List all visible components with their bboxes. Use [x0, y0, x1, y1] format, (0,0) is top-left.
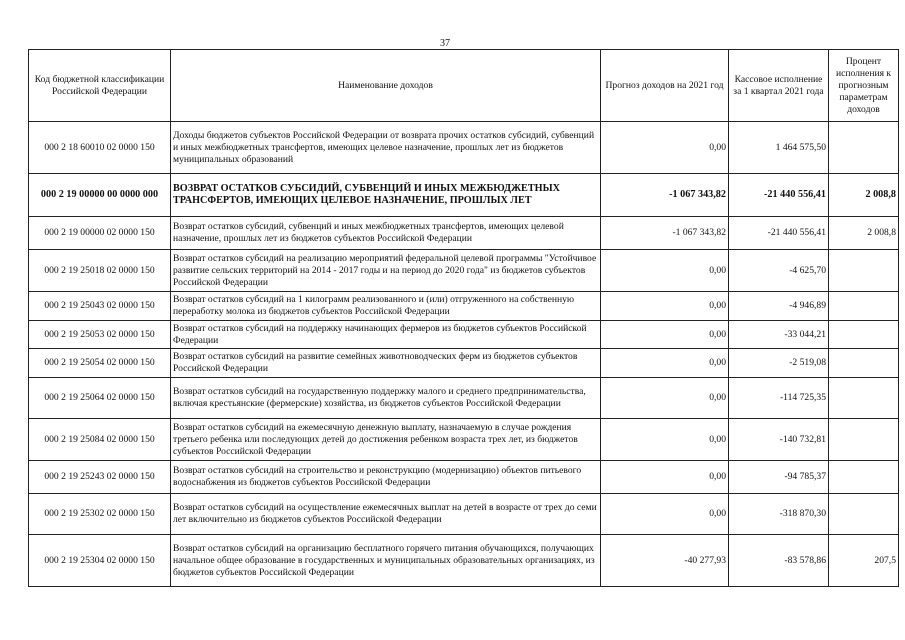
- row-name: Возврат остатков субсидий на реализацию мероприятий федеральной целевой программы "Устойчивое развитие сельских территорий на 2014 - 2017 годы и на период до 2020 года" из бюджетов субъектов Российской Федерации: [171, 250, 601, 292]
- row-name: Доходы бюджетов субъектов Российской Федерации от возврата прочих остатков субсидий, субвенций и иных межбюджетных трансфертов, имеющих целевое назначение, прошлых лет из бюджетов муниципальных образований: [171, 122, 601, 174]
- row-percent: [829, 321, 899, 349]
- row-forecast: 0,00: [601, 461, 729, 494]
- row-code: 000 2 19 25304 02 0000 150: [29, 535, 171, 587]
- row-percent: [829, 349, 899, 378]
- row-code: 000 2 19 25043 02 0000 150: [29, 292, 171, 321]
- row-name: Возврат остатков субсидий, субвенций и иных межбюджетных трансфертов, имеющих целевой назначение, прошлых лет из бюджетов субъектов Российской Федерации: [171, 217, 601, 250]
- row-name: Возврат остатков субсидий на осуществление ежемесячных выплат на детей в возрасте от трех до семи лет включительно из бюджетов субъектов Российской Федерации: [171, 494, 601, 535]
- table-row: [29, 419, 899, 461]
- row-forecast: -1 067 343,82: [601, 217, 729, 250]
- table-row: [29, 535, 899, 587]
- row-execution: -83 578,86: [729, 535, 829, 587]
- row-execution: -33 044,21: [729, 321, 829, 349]
- row-execution: -318 870,30: [729, 494, 829, 535]
- header-name: Наименование доходов: [171, 50, 601, 122]
- table-row: [29, 292, 899, 321]
- row-forecast: -40 277,93: [601, 535, 729, 587]
- row-percent: 2 008,8: [829, 174, 899, 217]
- table-row: [29, 122, 899, 174]
- table-row: [29, 217, 899, 250]
- row-forecast: 0,00: [601, 122, 729, 174]
- row-percent: [829, 378, 899, 419]
- header-forecast: Прогноз доходов на 2021 год: [601, 50, 729, 122]
- table-row: [29, 378, 899, 419]
- row-execution: 1 464 575,50: [729, 122, 829, 174]
- row-name: Возврат остатков субсидий на организацию бесплатного горячего питания обучающихся, получающих начальное общее образование в государственных и муниципальных образовательных организациях, из бюджетов субъектов Российской Федерации: [171, 535, 601, 587]
- row-name: Возврат остатков субсидий на строительство и реконструкцию (модернизацию) объектов питьевого водоснабжения из бюджетов субъектов Российской Федерации: [171, 461, 601, 494]
- row-name: Возврат остатков субсидий на государственную поддержку малого и среднего предпринимательства, включая крестьянские (фермерские) хозяйства, из бюджетов субъектов Российской Федерации: [171, 378, 601, 419]
- row-forecast: 0,00: [601, 378, 729, 419]
- revenue-table: [28, 49, 899, 587]
- row-code: 000 2 19 25018 02 0000 150: [29, 250, 171, 292]
- row-execution: -4 946,89: [729, 292, 829, 321]
- row-execution: -94 785,37: [729, 461, 829, 494]
- row-percent: [829, 419, 899, 461]
- row-name: ВОЗВРАТ ОСТАТКОВ СУБСИДИЙ, СУБВЕНЦИЙ И ИНЫХ МЕЖБЮДЖЕТНЫХ ТРАНСФЕРТОВ, ИМЕЮЩИХ ЦЕЛЕВОЕ НАЗНАЧЕНИЕ, ПРОШЛЫХ ЛЕТ: [171, 174, 601, 217]
- table-row: [29, 321, 899, 349]
- row-forecast: 0,00: [601, 419, 729, 461]
- table-row: [29, 250, 899, 292]
- row-percent: 2 008,8: [829, 217, 899, 250]
- table-row: [29, 349, 899, 378]
- row-forecast: 0,00: [601, 321, 729, 349]
- row-code: 000 2 18 60010 02 0000 150: [29, 122, 171, 174]
- header-execution: Кассовое исполнение за 1 квартал 2021 года: [729, 50, 829, 122]
- row-code: 000 2 19 25054 02 0000 150: [29, 349, 171, 378]
- row-code: 000 2 19 00000 02 0000 150: [29, 217, 171, 250]
- page-number: 37: [440, 38, 450, 49]
- row-forecast: 0,00: [601, 349, 729, 378]
- row-code: 000 2 19 25064 02 0000 150: [29, 378, 171, 419]
- table-row: [29, 174, 899, 217]
- table-row: [29, 494, 899, 535]
- row-name: Возврат остатков субсидий на 1 килограмм реализованного и (или) отгруженного на собственную переработку молока из бюджетов субъектов Российской Федерации: [171, 292, 601, 321]
- row-percent: [829, 494, 899, 535]
- row-name: Возврат остатков субсидий на поддержку начинающих фермеров из бюджетов субъектов Российской Федерации: [171, 321, 601, 349]
- row-execution: -140 732,81: [729, 419, 829, 461]
- row-code: 000 2 19 00000 00 0000 000: [29, 174, 171, 217]
- header-code: Код бюджетной классификации Российской Федерации: [29, 50, 171, 122]
- row-forecast: 0,00: [601, 292, 729, 321]
- row-execution: -21 440 556,41: [729, 174, 829, 217]
- row-execution: -114 725,35: [729, 378, 829, 419]
- header-row: [29, 50, 899, 122]
- row-execution: -21 440 556,41: [729, 217, 829, 250]
- row-percent: [829, 250, 899, 292]
- header-percent: Процент исполнения к прогнозным параметрам доходов: [829, 50, 899, 122]
- table-body: [29, 122, 899, 587]
- row-execution: -2 519,08: [729, 349, 829, 378]
- row-forecast: 0,00: [601, 494, 729, 535]
- row-percent: [829, 461, 899, 494]
- row-code: 000 2 19 25084 02 0000 150: [29, 419, 171, 461]
- row-percent: [829, 292, 899, 321]
- table-row: [29, 461, 899, 494]
- row-percent: [829, 122, 899, 174]
- row-forecast: -1 067 343,82: [601, 174, 729, 217]
- row-execution: -4 625,70: [729, 250, 829, 292]
- row-forecast: 0,00: [601, 250, 729, 292]
- row-name: Возврат остатков субсидий на развитие семейных животноводческих ферм из бюджетов субъектов Российской Федерации: [171, 349, 601, 378]
- row-code: 000 2 19 25053 02 0000 150: [29, 321, 171, 349]
- row-percent: 207,5: [829, 535, 899, 587]
- row-code: 000 2 19 25302 02 0000 150: [29, 494, 171, 535]
- row-name: Возврат остатков субсидий на ежемесячную денежную выплату, назначаемую в случае рождения третьего ребенка или последующих детей до достижения ребенком возраста трех лет, из бюджетов субъектов Российской Федерации: [171, 419, 601, 461]
- row-code: 000 2 19 25243 02 0000 150: [29, 461, 171, 494]
